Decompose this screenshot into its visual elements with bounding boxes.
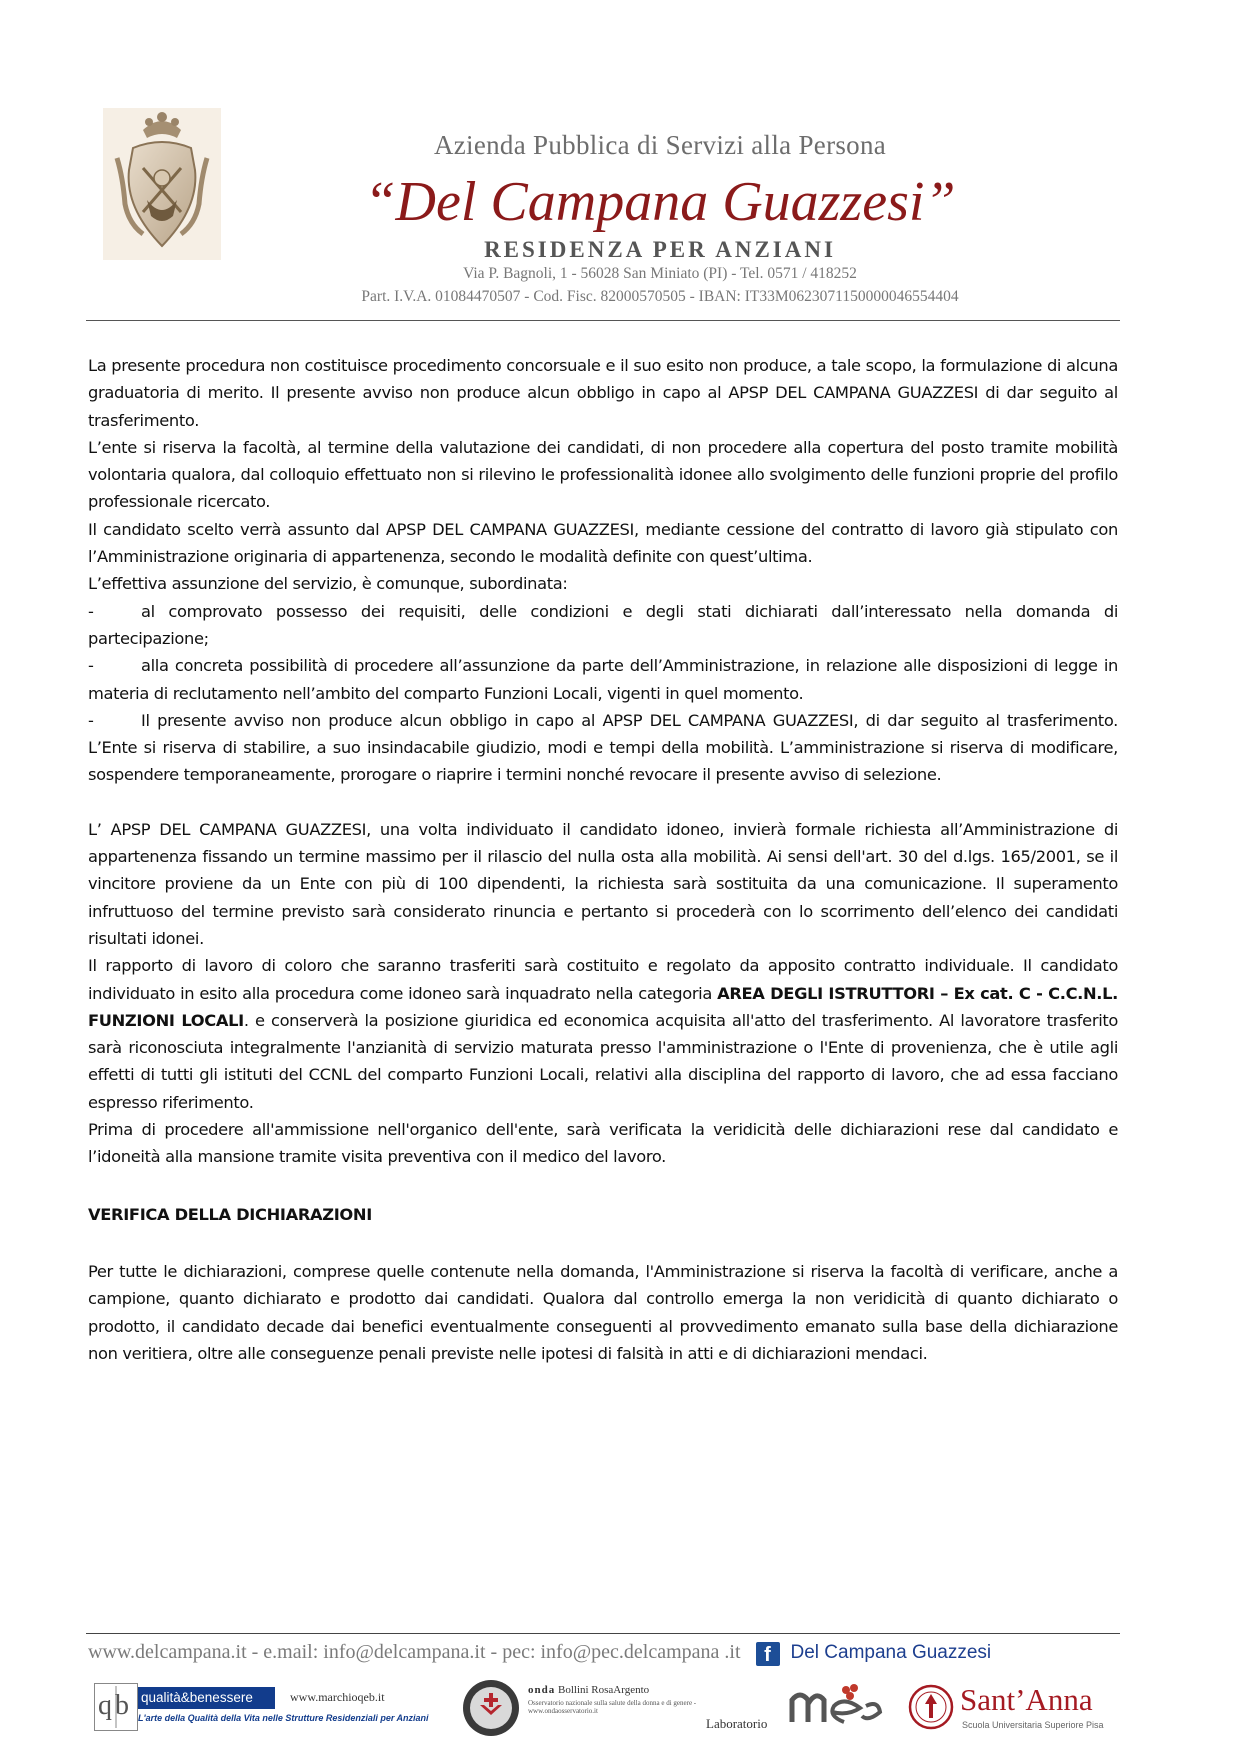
header-subtitle: RESIDENZA PER ANZIANI [484,237,836,262]
onda-brand: onda [528,1684,556,1696]
header-address: Via P. Bagnoli, 1 - 56028 San Miniato (PI) - Tel. 0571 / 418252 [463,265,857,282]
category-emphasis: AREA DEGLI ISTRUTTORI – Ex cat. C - C.C.N.L. FUNZIONI LOCALI [88,983,1118,1030]
onda-subtitle: Bollini RosaArgento [555,1684,650,1696]
santanna-subtitle: Scuola Universitaria Superiore Pisa [962,1720,1104,1730]
onda-seal-icon [462,1679,520,1737]
paragraph-employment-text-end: . e conserverà la posizione giuridica ed economica acquisita all'atto del trasferimento. Al lavoratore trasferito sarà riconosciuta integralmente l'anzianità di servizio maturata presso l'amministrazione o l'Ente di provenienza, che è utile agli effetti di tutti gli istituti del CCNL del comparto Funzioni Locali, relativi alla disciplina del rapporto di lavoro, che ad essa facciano espresso riferimento. [88,1010,1119,1112]
list-item-text: alla concreta possibilità di procedere all’assunzione da parte dell’Amministrazione, in relazione alle disposizioni di legge in materia di reclutamento nell’ambito del comparto Funzioni Locali, vigenti in quel momento. [88,656,1118,703]
header-divider [86,320,1120,321]
list-item [88,652,1118,707]
list-item-text: Il presente avviso non produce alcun obbligo in capo al APSP DEL CAMPANA GUAZZESI, di dar seguito al trasferimento. L’Ente si riserva di stabilire, a suo insindacabile giudizio, modi e tempi della mobilità. L’amministrazione si riserva di modificare, sospendere temporaneamente, prorogare o riaprire i termini nonché revocare il presente avviso di selezione. [88,710,1118,785]
list-bullet: - [88,710,94,730]
facebook-page-link[interactable]: Del Campana Guazzesi [790,1642,992,1663]
qb-mark-icon [94,1683,138,1731]
paragraph-hiring: Il candidato scelto verrà assunto dal APSP DEL CAMPANA GUAZZESI, mediante cessione del contratto di lavoro già stipulato con l’Amministrazione originaria di appartenenza, secondo le modalità definite con quest’ultima. [88,519,1118,567]
footer-divider [86,1633,1120,1634]
paragraph-admission: Prima di procedere all'ammissione nell'organico dell'ente, sarà verificata la veridicità delle dichiarazioni rese dal candidato e l’idoneità alla mansione tramite visita preventiva con il medico del lavoro. [88,1120,1118,1167]
facebook-icon[interactable]: f [756,1642,780,1666]
header-tax-info: Part. I.V.A. 01084470507 - Cod. Fisc. 82000570505 - IBAN: IT33M0623071150000046554404 [361,288,959,305]
laboratorio-label: Laboratorio [706,1716,768,1731]
list-bullet: - [88,601,94,621]
santanna-seal-icon [908,1680,954,1734]
paragraph-request: L’ APSP DEL CAMPANA GUAZZESI, una volta individuato il candidato idoneo, invierà formale richiesta all’Amministrazione di appartenenza fissando un termine massimo per il rilascio del nulla osta alla mobilità. Ai sensi dell'art. 30 del d.lgs. 165/2001, se il vincitore proviene da un Ente con più di 100 dipendenti, la richiesta sarà sostituita da una comunicazione. Il superamento infruttuoso del termine previsto sarà considerato rinuncia e pertanto si procederà con lo scorrimento dell’elenco dei candidati risultati idonei. [88,819,1118,948]
paragraph-employment [88,952,1118,1116]
coat-of-arms-logo [103,108,221,260]
onda-title [528,1684,698,1696]
qb-title: qualità&benessere [138,1687,275,1709]
onda-info [528,1684,698,1715]
list-item [88,707,1118,789]
santanna-name: Sant’Anna [960,1682,1093,1717]
paragraph-reservation: L’ente si riserva la facoltà, al termine della valutazione dei candidati, di non procedere alla copertura del posto tramite mobilità volontaria qualora, dal colloquio effettuato non si rilevino le professionalità idonee allo svolgimento delle funzioni proprie del profilo professionale ricercato. [88,437,1118,512]
qb-url[interactable]: www.marchioqeb.it [290,1690,385,1704]
paragraph-verification: Per tutte le dichiarazioni, comprese quelle contenute nella domanda, l'Amministrazione si riserva la facoltà di verificare, anche a campione, quanto dichiarato e prodotto dai candidati. Qualora dal controllo emerga la non veridicità di quanto dichiarato o prodotto, il candidato decade dai benefici eventualmente conseguenti al provvedimento emanato sulla base della dichiarazione non veritiera, oltre alle conseguenze penali previste nelle ipotesi di falsità in atti e di dichiarazioni mendaci. [88,1261,1118,1363]
svg-text:b: b [115,1690,129,1721]
list-bullet: - [88,656,94,676]
paragraph-employment-text: Il rapporto di lavoro di coloro che saranno trasferiti sarà costituito e regolato da apposito contratto individuale. Il candidato individuato in esito alla procedura come idoneo sarà inquadrato nella categoria [88,956,1118,1003]
paragraph-procedure: La presente procedura non costituisce procedimento concorsuale e il suo esito non produce, a tale scopo, la formulazione di alcuna graduatoria di merito. Il presente avviso non produce alcun obbligo in capo al APSP DEL CAMPANA GUAZZESI di dar seguito al trasferimento. [88,356,1118,430]
paragraph-subordination: L’effettiva assunzione del servizio, è comunque, subordinata: [88,574,568,594]
qb-tagline: L'arte della Qualità della Vita nelle Strutture Residenziali per Anziani [138,1713,429,1723]
document-body [88,352,1118,1367]
list-item-text: al comprovato possesso dei requisiti, delle condizioni e degli stati dichiarati dall’interessato nella domanda di partecipazione; [88,601,1118,648]
footer-contact-text: www.delcampana.it - e.mail: info@delcampana.it - pec: info@pec.delcampana .it [88,1641,741,1663]
mes-logo [788,1682,884,1726]
footer-contacts [88,1641,1120,1669]
spacer [88,1171,1118,1201]
svg-text:q: q [98,1690,112,1721]
list-item [88,598,1118,653]
onda-description: Osservatorio nazionale sulla salute della donna e di genere - www.ondaosservatorio.it [528,1699,697,1715]
header-organization-type: Azienda Pubblica di Servizi alla Persona [433,130,887,160]
spacer [88,789,1118,816]
section-heading: VERIFICA DELLA DICHIARAZIONI [88,1204,372,1224]
header-organization-name: “Del Campana Guazzesi” [364,171,956,233]
spacer [88,1228,1118,1258]
